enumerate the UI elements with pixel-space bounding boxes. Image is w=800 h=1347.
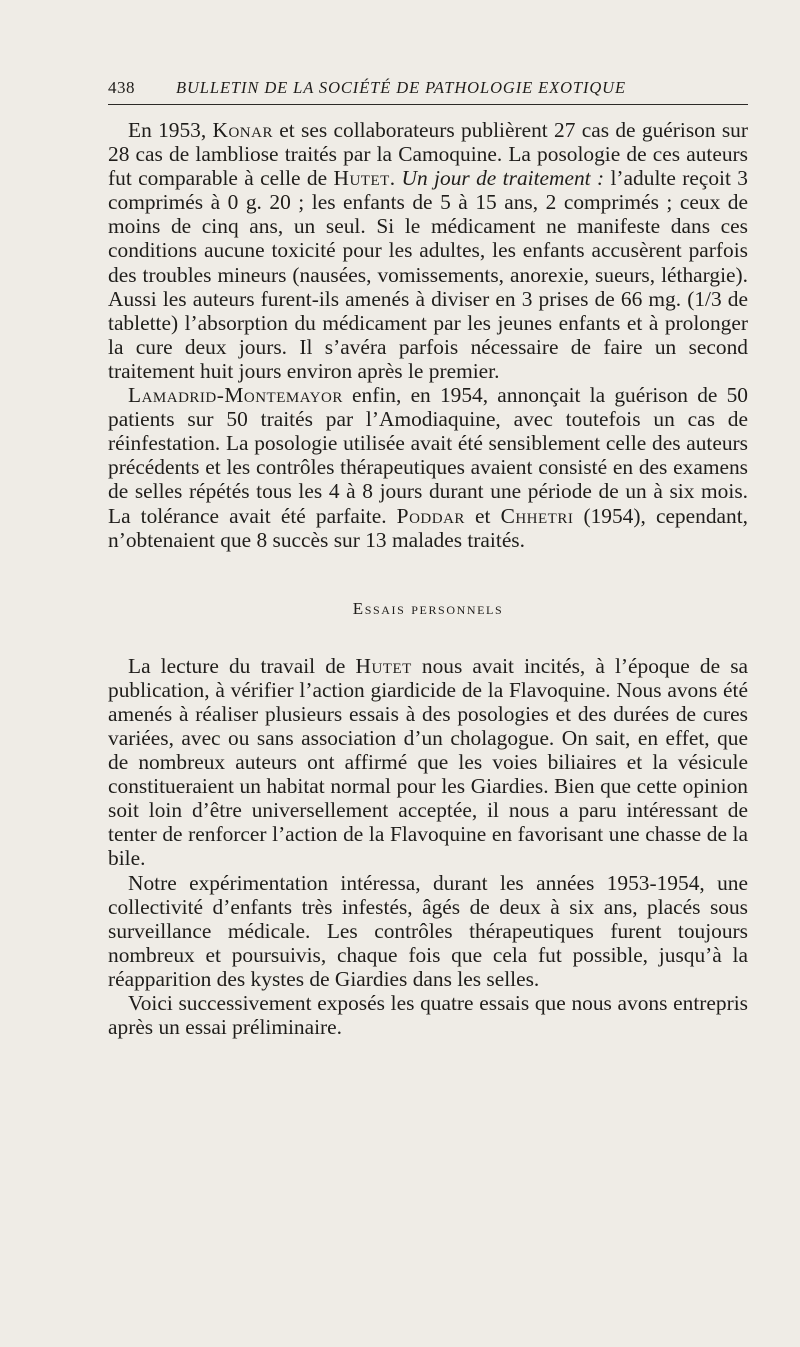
author-name: Konar — [212, 118, 273, 142]
section-heading: Essais personnels — [352, 598, 504, 618]
text-run: et ses collaborateurs publièrent 27 cas de guérison sur 28 cas de lambliose traités par la Camoquine. La posologie de ces auteurs fut comparable à celle de — [108, 118, 748, 191]
journal-title: BULLETIN DE LA SOCIÉTÉ DE PATHOLOGIE EXOTIQUE — [176, 78, 626, 97]
page-number: 438 — [108, 78, 135, 97]
text-run: (1954), cependant, n’obtenaient que 8 succès sur 13 malades traités. — [108, 503, 748, 552]
text-run: enfin, en 1954, annonçait la guérison de 50 patients sur 50 traités par l’Amodiaquine, avec toutefois un cas de réinfestation. La posologie utilisée avait été sensiblement celle des auteurs précédents et les contrôles thérapeutiques avaient consisté en des examens de selles répétés tous les 4 à 8 jours durant une période de un à six mois. La tolérance avait été parfaite. — [108, 383, 748, 528]
text-run: l’adulte reçoit 3 comprimés à 0 g. 20 ; les enfants de 5 à 15 ans, 2 comprimés ; ceux de moins de cinq ans, un seul. Si le médicament ne manifeste dans ces conditions aucune toxicité pour les adultes, les enfants accusèrent parfois des troubles mineurs (nausées, vomissements, anorexie, sueurs, léthargie). Aussi les auteurs furent-ils amenés à diviser en 3 prises de 66 mg. (1/3 de tablette) l’absorption du médicament par les jeunes enfants et à prolonger la cure deux jours. Il s’avéra parfois nécessaire de faire un second traitement huit jours environ après le premier. — [108, 166, 748, 383]
text-run: . — [389, 166, 402, 191]
body-text — [108, 118, 748, 1039]
author-name: Hutet — [355, 653, 412, 678]
header-rule — [108, 104, 748, 105]
paragraph-konar — [108, 118, 748, 383]
paragraph-experimentation: Notre expérimentation intéressa, durant les années 1953-1954, une collectivité d’enfants très infestés, âgés de deux à six ans, placés sous surveillance médicale. Les contrôles thérapeutiques furent toujours nombreux et poursuivis, chaque fois que cela fut possible, jusqu’à la réapparition des kystes de Giardies dans les selles. — [108, 870, 748, 991]
author-name: Lamadrid-Montemayor — [128, 383, 343, 408]
text-run: et — [464, 503, 501, 528]
paragraph-lamadrid — [108, 383, 748, 552]
author-name: Hutet — [333, 166, 390, 191]
author-name: Poddar — [396, 503, 465, 528]
italic-text: Un jour de traitement : — [401, 166, 605, 191]
paragraph-essais: Voici successivement exposés les quatre essais que nous avons entrepris après un essai préliminaire. — [108, 991, 748, 1040]
author-name: Chhetri — [500, 503, 574, 528]
paragraph-lecture — [108, 654, 748, 871]
text-run: nous avait incités, à l’époque de sa publication, à vérifier l’action giardicide de la Flavoquine. Nous avons été amenés à réaliser plusieurs essais à des posologies et des durées de cures variées, avec ou sans association d’un cholagogue. On sait, en effet, que de nombreux auteurs ont affirmé que les voies biliaires et la vésicule constitueraient un habitat normal pour les Giardies. Bien que cette opinion soit loin d’être universellement acceptée, il nous a paru intéressant de tenter de renforcer l’action de la Flavoquine en favorisant une chasse de la bile. — [108, 653, 749, 871]
text-run: La lecture du travail de — [128, 653, 356, 678]
running-head — [108, 74, 748, 102]
text-run: En 1953, — [128, 118, 213, 142]
